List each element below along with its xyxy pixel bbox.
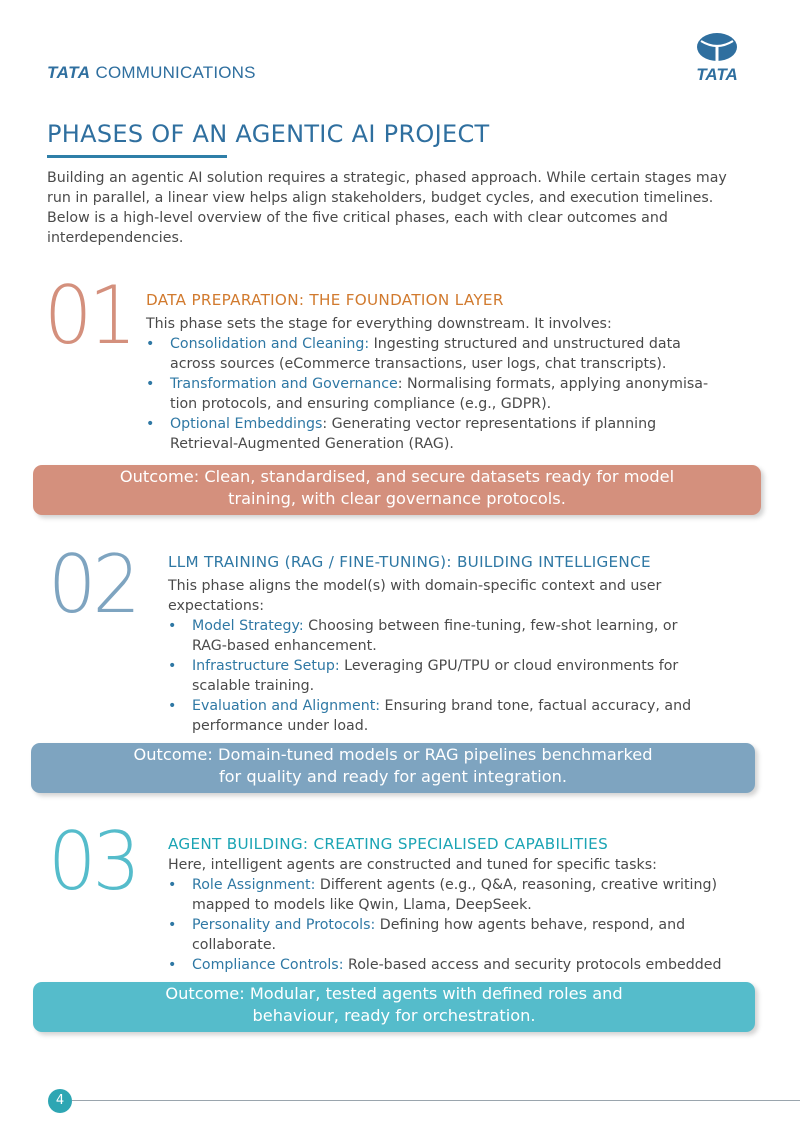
bullet-text-cont: performance under load. (192, 718, 369, 734)
list-item (146, 334, 746, 374)
bullet-icon: • (146, 336, 155, 352)
phase-heading-01: DATA PREPARATION: THE FOUNDATION LAYER (146, 291, 504, 309)
phase-heading-03: AGENT BUILDING: CREATING SPECIALISED CAPABILITIES (168, 835, 609, 853)
phase-lead: This phase sets the stage for everything downstream. It involves: (146, 316, 612, 332)
bullet-icon: • (168, 618, 177, 634)
list-item (168, 875, 768, 915)
bullet-text-cont: Retrieval-Augmented Generation (RAG). (170, 436, 454, 452)
bullet-text: Defining how agents behave, respond, and (375, 917, 686, 933)
bullet-icon: • (146, 376, 155, 392)
phase-number-02: 02 (48, 538, 138, 631)
list-item (168, 656, 758, 696)
outcome-line: training, with clear governance protocols. (228, 489, 566, 508)
tata-logo-icon (688, 32, 746, 82)
list-item (168, 955, 768, 975)
bullet-text: Ingesting structured and unstructured data (369, 336, 681, 352)
bullet-term: Transformation and Governance (170, 376, 398, 392)
brand-bold: TATA (47, 63, 91, 82)
bullet-term: Optional Embeddings (170, 416, 323, 432)
phase-bullet-list (168, 875, 768, 975)
bullet-icon: • (168, 698, 177, 714)
bullet-text-cont: RAG-based enhancement. (192, 638, 377, 654)
outcome-line: Outcome: Domain-tuned models or RAG pipelines benchmarked (133, 745, 653, 764)
bullet-term: Infrastructure Setup: (192, 658, 340, 674)
bullet-term: Role Assignment: (192, 877, 316, 893)
phase-number-01: 01 (44, 269, 134, 362)
outcome-banner-01 (33, 465, 761, 515)
phase-lead-line: This phase aligns the model(s) with domain-specific context and user (168, 578, 662, 594)
outcome-line: Outcome: Modular, tested agents with defined roles and (165, 984, 623, 1003)
list-item (168, 696, 758, 736)
bullet-text: Leveraging GPU/TPU or cloud environments for (339, 658, 679, 674)
phase-lead: Here, intelligent agents are constructed and tuned for specific tasks: (168, 857, 657, 873)
page-title: PHASES OF AN AGENTIC AI PROJECT (47, 120, 490, 148)
bullet-term: Compliance Controls: (192, 957, 344, 973)
phase-lead (168, 576, 758, 616)
brand-rest: COMMUNICATIONS (95, 63, 256, 82)
title-underline (47, 155, 227, 158)
outcome-line: Outcome: Clean, standardised, and secure datasets ready for model (119, 467, 675, 486)
footer-divider (72, 1100, 800, 1101)
bullet-text: Ensuring brand tone, factual accuracy, and (380, 698, 692, 714)
phase-heading-02: LLM TRAINING (RAG / FINE-TUNING): BUILDING INTELLIGENCE (168, 553, 651, 571)
list-item (168, 915, 768, 955)
bullet-icon: • (168, 957, 177, 973)
list-item (146, 414, 746, 454)
phase-body-01 (146, 314, 746, 454)
bullet-text-cont: across sources (eCommerce transactions, user logs, chat transcripts). (170, 356, 667, 372)
bullet-text-cont: mapped to models like Qwin, Llama, DeepSeek. (192, 897, 532, 913)
bullet-text: Role-based access and security protocols embedded (343, 957, 722, 973)
bullet-icon: • (168, 877, 177, 893)
brand-wordmark (47, 63, 256, 83)
bullet-term: Consolidation and Cleaning: (170, 336, 370, 352)
phase-lead-line: expectations: (168, 598, 265, 614)
bullet-text-cont: collaborate. (192, 937, 277, 953)
phase-bullet-list (168, 616, 758, 736)
bullet-icon: • (146, 416, 155, 432)
bullet-text: : Normalising formats, applying anonymisa- (397, 376, 709, 392)
bullet-text-cont: scalable training. (192, 678, 315, 694)
outcome-banner-03 (33, 982, 755, 1032)
intro-paragraph: Building an agentic AI solution requires a strategic, phased approach. While certain stages may run in parallel, a linear view helps align stakeholders, budget cycles, and execution timelines. Below is a high-level overview of the five critical phases, each with clear outcomes and interdependencies. (47, 170, 727, 246)
logo-text: TATA (696, 65, 738, 82)
page-number-badge: 4 (48, 1089, 72, 1113)
bullet-text-cont: tion protocols, and ensuring compliance (e.g., GDPR). (170, 396, 552, 412)
bullet-term: Evaluation and Alignment: (192, 698, 381, 714)
phase-body-02 (168, 576, 758, 736)
bullet-term: Personality and Protocols: (192, 917, 376, 933)
list-item (168, 616, 758, 656)
bullet-icon: • (168, 917, 177, 933)
phase-bullet-list (146, 334, 746, 454)
bullet-text: Choosing between fine-tuning, few-shot learning, or (303, 618, 678, 634)
outcome-line: for quality and ready for agent integration. (218, 767, 568, 786)
bullet-term: Model Strategy: (192, 618, 304, 634)
bullet-text: : Generating vector representations if planning (322, 416, 657, 432)
phase-number-03: 03 (48, 815, 138, 908)
list-item (146, 374, 746, 414)
bullet-icon: • (168, 658, 177, 674)
outcome-line: behaviour, ready for orchestration. (252, 1006, 536, 1025)
outcome-banner-02 (31, 743, 755, 793)
bullet-text: Different agents (e.g., Q&A, reasoning, creative writing) (315, 877, 718, 893)
phase-body-03 (168, 855, 768, 975)
